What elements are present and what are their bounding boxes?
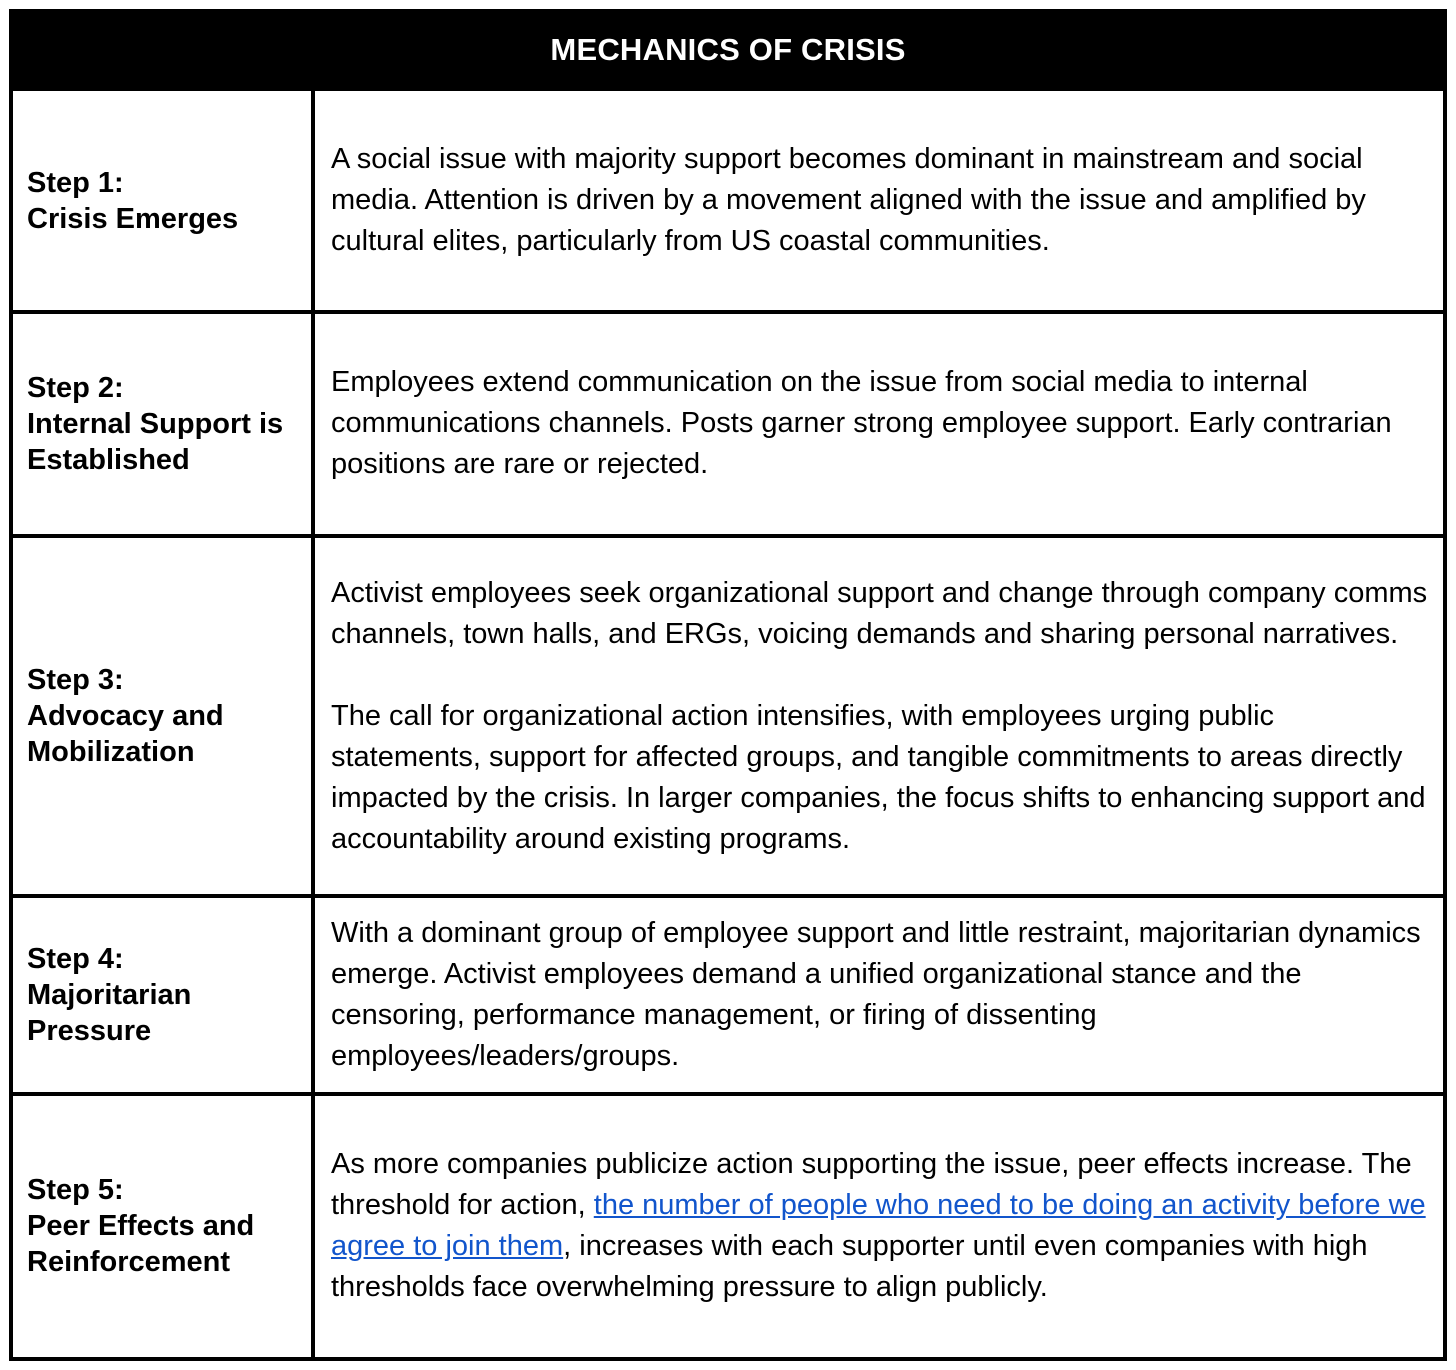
step-title: Advocacy and Mobilization xyxy=(27,700,224,769)
step-description: Employees extend communication on the issue from social media to internal communications channels. Posts garner strong employee support. Early contrarian positions are rare or rejected. xyxy=(331,366,1392,481)
step-label-cell xyxy=(13,898,315,1091)
step-number: Step 5: xyxy=(27,1174,124,1207)
step-number: Step 4: xyxy=(27,943,124,976)
table-row-step-5 xyxy=(13,1092,1443,1357)
description-text: As more companies publicize action supporting the issue, peer effects increase. The threshold for action, xyxy=(331,1148,1412,1222)
step-description xyxy=(331,1144,1429,1308)
step-title: Internal Support is Established xyxy=(27,407,284,476)
table-row-step-2 xyxy=(13,310,1443,533)
step-label-cell xyxy=(13,538,315,895)
mechanics-of-crisis-table xyxy=(9,9,1447,1361)
step-description-cell xyxy=(315,314,1443,533)
step-description-cell xyxy=(315,91,1443,310)
step-number: Step 2: xyxy=(27,371,124,404)
step-description-cell xyxy=(315,1096,1443,1357)
table-row-step-3 xyxy=(13,534,1443,895)
step-title: Peer Effects and Reinforcement xyxy=(27,1210,255,1279)
step-label-cell xyxy=(13,91,315,310)
threshold-definition-link[interactable]: the number of people who need to be doing an activity before we agree to join them xyxy=(331,1189,1426,1263)
step-label-cell xyxy=(13,1096,315,1357)
description-text: , increases with each supporter until even companies with high thresholds face overwhelming pressure to align publicly. xyxy=(331,1230,1368,1304)
step-description: With a dominant group of employee support and little restraint, majoritarian dynamics emerge. Activist employees demand a unified organizational stance and the censoring, performance management, or firing of dissenting employees/leaders/groups. xyxy=(331,917,1421,1073)
step-description: Activist employees seek organizational support and change through company comms channels, town halls, and ERGs, voicing demands and sharing personal narratives. xyxy=(331,576,1428,650)
table-row-step-4 xyxy=(13,894,1443,1091)
step-description-cell xyxy=(315,898,1443,1091)
step-description-cell xyxy=(315,538,1443,895)
table-row-step-1 xyxy=(13,87,1443,310)
step-description: The call for organizational action intensifies, with employees urging public statements, support for affected groups, and tangible commitments to areas directly impacted by the crisis. In larger companies, the focus shifts to enhancing support and accountability around existing programs. xyxy=(331,699,1426,855)
step-title: Crisis Emerges xyxy=(27,202,239,235)
step-number: Step 3: xyxy=(27,664,124,697)
step-title: Majoritarian Pressure xyxy=(27,979,192,1048)
table-title: MECHANICS OF CRISIS xyxy=(13,13,1443,87)
step-label-cell xyxy=(13,314,315,533)
step-number: Step 1: xyxy=(27,166,124,199)
step-description: A social issue with majority support becomes dominant in mainstream and social media. Attention is driven by a movement aligned with the issue and amplified by cultural elites, particularly from US coastal communities. xyxy=(331,143,1366,258)
